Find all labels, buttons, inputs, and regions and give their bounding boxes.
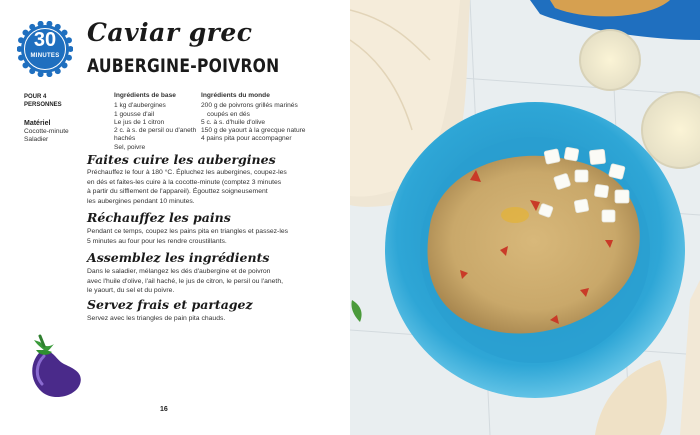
food-photo-image [350, 0, 700, 435]
ingredient-item: 5 c. à s. d'huile d'olive [201, 118, 266, 126]
ingredient-item: 150 g de yaourt à la grecque nature [201, 127, 306, 135]
servings-label: POUR 4 PERSONNES [24, 94, 62, 109]
step-title: Réchauffez les pains [87, 210, 231, 225]
step-line: les aubergines pendant 10 minutes. [87, 197, 195, 205]
step-text [87, 314, 327, 324]
food-photo [350, 0, 700, 435]
servings-column [24, 93, 84, 144]
page-number: 16 [160, 406, 168, 413]
world-ingredients [201, 92, 336, 144]
step-line: Préchauffez le four à 180 °C. Épluchez les aubergines, coupez-les [87, 169, 287, 176]
cog-tooth [38, 21, 44, 27]
ingredient-item: 1 kg d'aubergines [114, 102, 166, 110]
step-line: Dans le saladier, mélangez les dés d'aubergine et de poivron [87, 268, 271, 275]
step-line: en dés et faites-les cuire à la cocotte-minute (comptez 3 minutes [87, 178, 282, 186]
step-line: Servez avec les triangles de pain pita chauds. [87, 315, 226, 322]
badge-number: 30 [33, 29, 57, 51]
ingredient-item: coupés en dés [207, 110, 250, 118]
step-line: à partir du sifflement de l'appareil). Égouttez soigneusement [87, 188, 268, 196]
badge-unit: MINUTES [30, 53, 60, 59]
cog-tooth [46, 21, 52, 27]
step-line: 5 minutes au four pour les rendre croustillants. [87, 237, 227, 245]
recipe-subtitle: AUBERGINE-POIVRON [87, 55, 280, 77]
step-title: Assemblez les ingrédients [87, 250, 270, 265]
ingredient-item: 1 gousse d'ail [114, 110, 155, 118]
cog-tooth [29, 68, 35, 74]
world-heading: Ingrédients du monde [201, 92, 270, 99]
time-badge [17, 21, 73, 77]
cog-tooth [55, 68, 61, 74]
step-text [87, 168, 327, 206]
step-title: Servez frais et partagez [87, 297, 253, 312]
step-line: le yaourt, du sel et du poivre. [87, 287, 175, 295]
ingredient-item: Le jus de 1 citron [114, 118, 165, 126]
ingredient-item: 4 pains pita pour accompagner [201, 135, 292, 143]
ingredient-item: 2 c. à s. de persil ou d'aneth hachés [114, 127, 197, 143]
ingredient-item: Sel, poivre [114, 143, 146, 151]
materiel-item: Cocotte-minute [24, 127, 69, 135]
step-text [87, 227, 327, 246]
base-heading: Ingrédients de base [114, 92, 176, 99]
cog-tooth [46, 71, 52, 77]
step-title: Faites cuire les aubergines [87, 152, 276, 167]
step-line: Pendant ce temps, coupez les pains pita en triangles et passez-les [87, 228, 289, 235]
step-text [87, 267, 327, 296]
materiel-label: Matériel [24, 119, 51, 127]
recipe-title: Caviar grec [87, 18, 253, 47]
eggplant-icon [20, 330, 88, 402]
base-ingredients [114, 92, 204, 152]
cog-tooth [22, 62, 28, 68]
ingredient-item: 200 g de poivrons grillés marinés [201, 102, 298, 110]
step-line: avec l'huile d'olive, l'ail haché, le jus de citron, le persil ou l'aneth, [87, 277, 283, 285]
cog-tooth [62, 62, 68, 68]
materiel-item: Saladier [24, 136, 49, 144]
cog-tooth [38, 71, 44, 77]
